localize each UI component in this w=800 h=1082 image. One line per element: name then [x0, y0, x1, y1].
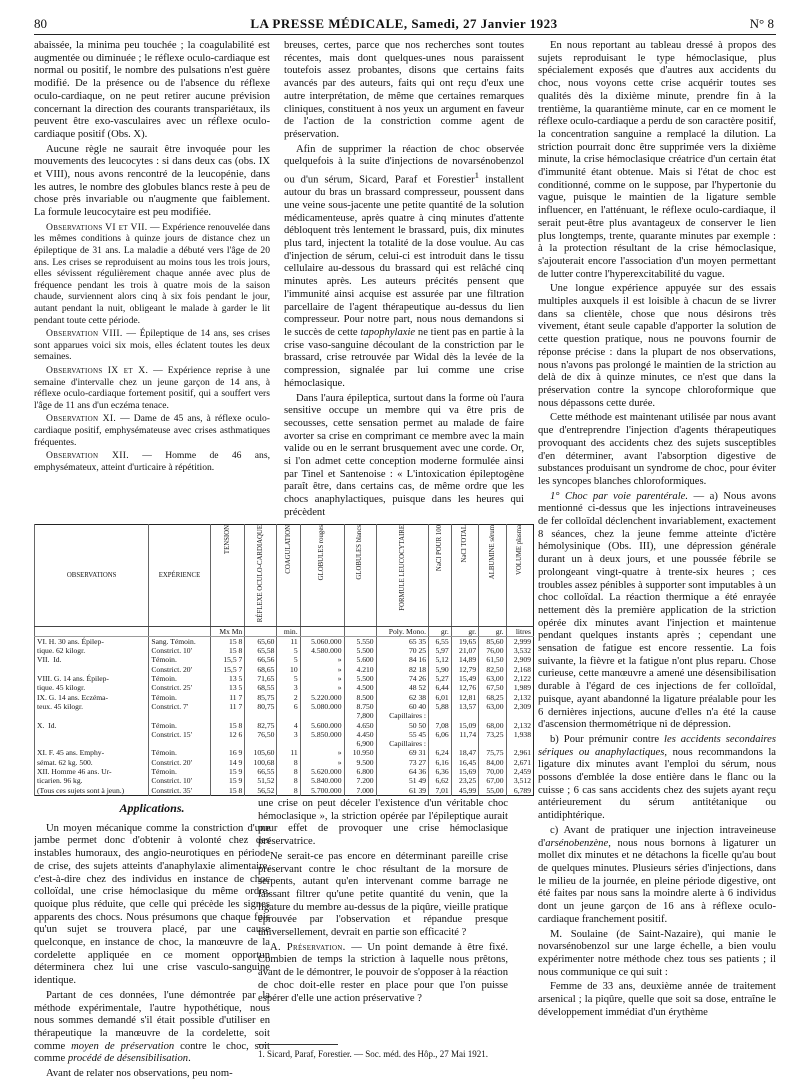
table-cell: » [300, 758, 344, 767]
table-cell: 4 [277, 721, 300, 730]
table-cell: 82,50 [479, 665, 506, 674]
table-cell: 84,00 [479, 758, 506, 767]
table-cell: 5.550 [344, 636, 376, 646]
running-header [34, 10, 774, 32]
table-cell: Constrict. 15' [149, 730, 210, 739]
table-cell: 2,459 [506, 767, 533, 776]
table-header: EXPÉRIENCE [149, 525, 210, 627]
table-row [35, 739, 534, 748]
paragraph: En nous reportant au tableau dressé à propos des sujets reproduisant le type hémoclasique, plus spécialement exposés que d'autres aux accidents du choc, nous voyons cette crise acquérir toutes ses qualités dès la dixième minute, prendre fin à la trentième, la quarantième minute, car en ce moment le réflexe oculo-cardiaque a perdu de son caractère positif, la concentration sanguine a remplacé la dilution. La striction pourrait donc être supprimée vers la dixième minute, la crise hémoclasique créatrice d'un certain état d'immunité étant obtenue. Mais si l'état de choc est conditionné, comme on le suppose, par l'hypertonie du vague, puisque le maintien de la ligature semble influencer, en l'atténuant, le réflexe oculo-cardiaque, il serait peut-être plus avantageux de conserver le lien plus longtemps, trente, quarante minutes par exemple : à la protection résultant de la crise hémoclasique, s'ajouterait encore l'association d'un moyen permettant de lutter contre l'hyperexcitabilité du vague. [538, 40, 776, 280]
table-cell: 5,88 [429, 702, 452, 711]
table-cell: 6,16 [429, 758, 452, 767]
table-row [35, 646, 534, 655]
paragraph: Dans l'aura épileptica, surtout dans la forme où l'aura sensitive occupe un membre qui va être pris de secousses, cette sensation permet au malade de faire avorter sa crise en comprimant ce membre avec la main valide ou en le serrant brusquement avec une corde. Or, si l'on admet cette conception moderne formulée ainsi par Tinel et Santenoise : « L'intoxication épileptogène paraît être, dans certains cas, de même ordre que les chocs anaphylactiques, puisque dans les heures qui précèdent [284, 392, 524, 518]
paragraph: Ne serait-ce pas encore en déterminant pareille crise préservant contre le choc résultant de la morsure de serpents, autant qu'en intervenant comme barrage ne laissant filtrer qu'une petite quantité du venin, que la ligature du membre au-dessus de la piqûre, vieille pratique éprouvée par l'observation et répandue presque universellement, devrait en partie son efficacité ? [258, 850, 508, 939]
table-cell: 4.580.000 [300, 646, 344, 655]
table-header: FORMULE LEUCOCYTAIRE [376, 525, 428, 627]
table-cell: 80,75 [245, 702, 277, 711]
table-cell: 4.650 [344, 721, 376, 730]
paragraph: abaissée, la minima peu touchée ; la coagulabilité est augmentée ou diminuée ; le réflexe oculo-cardiaque est normal ou positif, le nombre des pulsations n'est guère modifié. De la présence ou de l'absence du réflexe oculo-cardiaque, on ne peut retirer aucune prévision concernant la direction des courants transpariétaux, ils peuvent être exo-vasculaires avec un réflexe oculo-cardiaque positif (Obs. X). [34, 40, 270, 140]
table-cell: 6,44 [429, 683, 452, 692]
table-cell: 6,55 [429, 636, 452, 646]
table-cell: 70,00 [479, 767, 506, 776]
table-cell: 8.750 [344, 702, 376, 711]
table-row [35, 683, 534, 692]
table-cell: 11 7 [210, 693, 245, 702]
table-cell [277, 739, 300, 748]
table-cell [479, 711, 506, 720]
table-row [35, 636, 534, 646]
table-cell: 7,01 [429, 786, 452, 796]
table-header: GLOBULES rouges [300, 525, 344, 627]
table-cell: 5.500 [344, 646, 376, 655]
table-cell: 82,75 [245, 721, 277, 730]
table-cell: 14,89 [451, 655, 478, 664]
table-row [35, 693, 534, 702]
column-2-bottom [258, 798, 508, 1038]
table-cell: Constrict. 35' [149, 786, 210, 796]
table-cell: 5.600.000 [300, 721, 344, 730]
table-cell: 76,00 [479, 646, 506, 655]
paragraph: A. Préservation. — Un point demande à être fixé. Combien de temps la striction à laquelle nous prêtons, avant de le démontrer, le pouvoir de s'opposer à la réaction de choc doit-elle rester en place pour que l'on puisse espérer d'elle une action préservative ? [258, 941, 508, 1004]
table-cell: 11 [277, 636, 300, 646]
paragraph: Avant de relater nos observations, peu nom- [46, 1068, 233, 1080]
table-cell: » [300, 674, 344, 683]
table-cell: 105,60 [245, 748, 277, 757]
table-cell: 5 [277, 674, 300, 683]
table-cell: 2,168 [506, 665, 533, 674]
footnote: 1. Sicard, Paraf, Forestier. — Soc. méd. des Hôp., 27 Mai 1921. [258, 1049, 488, 1059]
table-cell: Poly. Mono. [376, 626, 428, 636]
table-cell: 2,122 [506, 674, 533, 683]
table-cell: 12,76 [451, 683, 478, 692]
table-cell: 5.840.000 [300, 776, 344, 785]
table-cell: 6,789 [506, 786, 533, 796]
table-cell: 68,65 [245, 665, 277, 674]
table-row [35, 702, 534, 711]
table-cell: 64 36 [376, 767, 428, 776]
table-cell: 8 [277, 758, 300, 767]
table-cell: tique. 62 kilogr. [35, 646, 149, 655]
table-cell: VI. H. 30 ans. Épilep- [35, 636, 149, 646]
table-cell: 1,989 [506, 683, 533, 692]
table-cell: 68,55 [245, 683, 277, 692]
table-cell [149, 626, 210, 636]
table-cell: 70 25 [376, 646, 428, 655]
paragraph: b) Pour prémunir contre les accidents secondaires sériques ou anaphylactiques, nous recommandons la ligature dix minutes avant l'emploi du sérum, nous possons d'emblée la dose entière dans le flanc ou la cuisse ; 6 cas sans accidents chez des sujets ayant reçu antérieurement du sérum antitétanique ou antidiphtérique. [538, 733, 776, 822]
table-cell: 12,81 [451, 693, 478, 702]
table-cell: 7,800 [344, 711, 376, 720]
table-cell: 85,75 [245, 693, 277, 702]
table-cell: 2,961 [506, 748, 533, 757]
table-cell: 65,60 [245, 636, 277, 646]
column-2-top [284, 40, 524, 520]
table-cell [300, 739, 344, 748]
table-row [35, 655, 534, 664]
table-cell: Constrict. 7' [149, 702, 210, 711]
table-cell: 6 [277, 702, 300, 711]
table-cell: 15,49 [451, 674, 478, 683]
paragraph: breuses, certes, parce que nos recherches sont toutes récentes, mais dont quelques-unes nous paraissent toutefois assez probantes, disons que certains faits avancés par des auteurs, faits qui ont reçu d'eux une autre interprétation, de même que certaines remarques cliniques, constituent à nos yeux un argument en faveur de l'action de la constriction comme agent de préservation. [284, 40, 524, 140]
table-cell: 82 18 [376, 665, 428, 674]
table-cell: 2 [277, 693, 300, 702]
table-cell: VII. Id. [35, 655, 149, 664]
table-cell: 5 [277, 655, 300, 664]
table-cell [506, 711, 533, 720]
table-cell: 13,57 [451, 702, 478, 711]
table-cell: 55,00 [479, 786, 506, 796]
table-cell: 55 45 [376, 730, 428, 739]
table-cell: min. [277, 626, 300, 636]
table-cell: 12,79 [451, 665, 478, 674]
table-cell: Constrict. 20' [149, 665, 210, 674]
paragraph: Une longue expérience appuyée sur des essais multiples auxquels il est loisible à chacun de se livrer dans sa clientèle, chose que nous désirons très vivement, étant seule capable d'apporter la solution de cette question pratique, nous ne pouvons fournir de réponse précise : dans la plupart de nos observations, nous n'avons pas prolongé le maintien de la striction au delà de dix à quinze minutes, ce n'est que dans la préservation contre la syncope chloroformique que nous dépassons cette durée. [538, 283, 776, 409]
table-header: COAGULATION [277, 525, 300, 627]
table-cell: Témoin. [149, 721, 210, 730]
table-cell: 15,5 7 [210, 655, 245, 664]
table-cell [210, 739, 245, 748]
table-cell: litres [506, 626, 533, 636]
table-cell: 4.450 [344, 730, 376, 739]
table-cell: » [300, 655, 344, 664]
header-rule [34, 34, 776, 35]
table-cell: 15 8 [210, 636, 245, 646]
table-cell: 16,45 [451, 758, 478, 767]
table-row [35, 767, 534, 776]
table-row [35, 674, 534, 683]
table-cell: 2,309 [506, 702, 533, 711]
table-cell: 5.600 [344, 655, 376, 664]
table-cell: 2,999 [506, 636, 533, 646]
table-cell: 6,36 [429, 767, 452, 776]
observation-xii: Observation XII. — Homme de 46 ans, emphysémateux, atteint d'urticaire à répétition. [34, 450, 270, 473]
table-cell: tique. 45 kilogr. [35, 683, 149, 692]
table-cell: 5.080.000 [300, 702, 344, 711]
table-cell: 71,65 [245, 674, 277, 683]
table-cell: 10 [277, 665, 300, 674]
table-cell: 67,50 [479, 683, 506, 692]
table-cell: 4.210 [344, 665, 376, 674]
table-header: RÉFLEXE OCULO-CARDIAQUE [245, 525, 277, 627]
table-cell: 13 5 [210, 683, 245, 692]
table-cell [149, 739, 210, 748]
table-header: VOLUME plasma [506, 525, 533, 627]
table-cell: XI. F. 45 ans. Emphy- [35, 748, 149, 757]
table-cell: 11 [277, 748, 300, 757]
table-cell: 6.800 [344, 767, 376, 776]
table-cell: 11 7 [210, 702, 245, 711]
table-cell: Capillaires : [376, 739, 428, 748]
table-cell: 5.850.000 [300, 730, 344, 739]
table-cell: 2,132 [506, 693, 533, 702]
table-row [35, 786, 534, 796]
table-row [35, 721, 534, 730]
table-cell: 15 9 [210, 767, 245, 776]
table-cell: 5,97 [429, 646, 452, 655]
table-cell: 10.950 [344, 748, 376, 757]
table-cell: 84 16 [376, 655, 428, 664]
table-cell: 8 [277, 786, 300, 796]
table-cell: Constrict. 20' [149, 758, 210, 767]
table-cell: 8.500 [344, 693, 376, 702]
table-cell: 5,90 [429, 665, 452, 674]
table-cell: » [300, 683, 344, 692]
table-cell: 5,27 [429, 674, 452, 683]
table-cell: 3,532 [506, 646, 533, 655]
table-cell: 45,99 [451, 786, 478, 796]
table-cell: gr. [429, 626, 452, 636]
paragraph: M. Soulaine (de Saint-Nazaire), qui manie le novarsénobenzol sur une large échelle, a bien voulu expérimenter notre méthode chez tous ses patients ; il nous communique ce qui suit : [538, 928, 776, 978]
observation-xi: Observation XI. — Dame de 45 ans, à réflexe oculo-cardiaque positif, emphysémateuse avec crises asthmatiques fréquentes. [34, 413, 270, 448]
table-cell [479, 739, 506, 748]
paragraph: 1° Choc par voie parentérale. — a) Nous avons mentionné ci-dessus que les injections intraveineuses de fer colloïdal déclenchent invariablement, exactement 8 séances, chez la jeune femme atteinte d'ictère hémolysinique (Obs. III), une dépression générale durant un à deux jours, et une poussée fébrile se prolongeant vingt-quatre à trente-six heures ; ces troubles assez pénibles à supporter sont imputables à un choc colloïdal. La réaction thermique a été enrayée nettement dès la première application de la striction opérée dix minutes avant l'injection et maintenue pendant quelques instants après ; cependant une sensation de fatigue est encore ressentie. La fois suivante, la fièvre et la fatigue n'ont plus reparu. Chose curieuse, cette manœuvre a amené une désensibilisation durable à l'égard de ces injections de fer colloïdal, puisque, ayant abandonné la ligature préalable pour les 6 dernières injections, aucune d'elles n'a été la cause d'ascension thermométrique ni de dépression. [538, 490, 776, 731]
issue-number: N° 8 [749, 16, 774, 31]
table-header: OBSERVATIONS [35, 525, 149, 627]
table-cell: 60 40 [376, 702, 428, 711]
table-cell [35, 626, 149, 636]
table-cell: 5 [277, 646, 300, 655]
table-cell: 23,25 [451, 776, 478, 785]
table-cell: Constrict. 10' [149, 776, 210, 785]
observation-viii: Observation VIII. — Épileptique de 14 ans, ses crises sont apparues voici six mois, elles éclatent toutes les deux semaines. [34, 328, 270, 363]
table-row [35, 748, 534, 757]
table-cell [210, 711, 245, 720]
table-cell: 5.500 [344, 674, 376, 683]
table-cell: XII. Homme 46 ans. Ur- [35, 767, 149, 776]
table-row [35, 711, 534, 720]
table-header: NaCl POUR 100 [429, 525, 452, 627]
table-cell [429, 711, 452, 720]
table-cell: 85,60 [479, 636, 506, 646]
observations-table [34, 524, 534, 796]
paragraph: Cette méthode est maintenant utilisée par nous avant que d'entreprendre l'injection d'agents thérapeutiques provoquant des accidents chez des sujets susceptibles d'en déterminer, avant l'absorption digestive de substances produisant un syndrome de choc, pour éviter les syncopes blanches chloroformiques. [538, 412, 776, 487]
table-cell: 66,55 [245, 767, 277, 776]
table-cell: Témoin. [149, 748, 210, 757]
table-row [35, 665, 534, 674]
table-cell: 2,671 [506, 758, 533, 767]
table-cell: 68,25 [479, 693, 506, 702]
table-cell: 66,56 [245, 655, 277, 664]
paragraph: Femme de 33 ans, deuxième année de traitement arsenical ; la piqûre, quelle que soit sa dose, entraîne le développement immédiat d'un érythème [538, 981, 776, 1018]
table-cell: 74 26 [376, 674, 428, 683]
table-cell: 67,00 [479, 776, 506, 785]
column-1-top [34, 40, 270, 520]
paragraph: une crise on peut déceler l'existence d'un véritable choc hémoclasique », la striction opérée par l'épileptique aurait pour effet de provoquer une crise hémoclasique préservatrice. [258, 798, 508, 848]
table-units-row [35, 626, 534, 636]
table-cell: 1,938 [506, 730, 533, 739]
table-cell [245, 739, 277, 748]
table-cell: Capillaires : [376, 711, 428, 720]
table-cell: 65,58 [245, 646, 277, 655]
table-cell: 75,75 [479, 748, 506, 757]
table-cell [245, 711, 277, 720]
table-cell: X. Id. [35, 721, 149, 730]
table-cell [245, 626, 277, 636]
table-cell [344, 626, 376, 636]
table-cell: VIII. G. 14 ans. Épilep- [35, 674, 149, 683]
table-cell: 15 8 [210, 786, 245, 796]
table-cell: 62 38 [376, 693, 428, 702]
table-cell: Constrict. 10' [149, 646, 210, 655]
table-cell: 7.000 [344, 786, 376, 796]
table-row [35, 776, 534, 785]
table-cell: Mx Mn [210, 626, 245, 636]
table-cell: 56,52 [245, 786, 277, 796]
table-cell: 15,69 [451, 767, 478, 776]
table-cell [277, 711, 300, 720]
table-cell: 5,12 [429, 655, 452, 664]
table-cell [506, 739, 533, 748]
table-cell: 68,00 [479, 721, 506, 730]
table-cell [451, 739, 478, 748]
table-cell: 19,65 [451, 636, 478, 646]
table-cell: Témoin. [149, 767, 210, 776]
column-3 [538, 40, 776, 1080]
table-cell [35, 665, 149, 674]
table-cell [451, 711, 478, 720]
table-cell: 5.620.000 [300, 767, 344, 776]
table-cell: 3 [277, 730, 300, 739]
table-header: ALBUMINE sérum [479, 525, 506, 627]
table-cell: sémat. 62 kg. 500. [35, 758, 149, 767]
table-cell: 6,62 [429, 776, 452, 785]
table-cell: 6,24 [429, 748, 452, 757]
table-cell: 16 9 [210, 748, 245, 757]
table-cell: 6,01 [429, 693, 452, 702]
table-cell: 6,900 [344, 739, 376, 748]
table-cell: 61 39 [376, 786, 428, 796]
table-cell: 8 [277, 767, 300, 776]
table-cell: 3 [277, 683, 300, 692]
table-cell: (Tous ces sujets sont à jeun.) [35, 786, 149, 796]
table-cell: 4.500 [344, 683, 376, 692]
table-header: GLOBULES blancs [344, 525, 376, 627]
table-cell: 51 49 [376, 776, 428, 785]
paragraph: c) Avant de pratiquer une injection intraveineuse d'arsénobenzène, nous nous bornons à ligaturer un mollet dix minutes et ne détachons la ficelle qu'au bout de quelques minutes. Plusieurs séries d'injections, dans le milieu de la journée, en pleine période digestive, ont été faites par nous sans la moindre alerte à 6 individus dont un jeune garçon de 16 ans à réflexe oculo-cardiaque franchement positif. [538, 824, 776, 925]
table-cell [300, 626, 344, 636]
table-header: TENSION [210, 525, 245, 627]
page-number: 80 [34, 16, 47, 31]
table-cell: 11,74 [451, 730, 478, 739]
table-row [35, 758, 534, 767]
running-title: LA PRESSE MÉDICALE, Samedi, 27 Janvier 1923 [250, 16, 558, 31]
table-cell [35, 711, 149, 720]
table-cell: 2,909 [506, 655, 533, 664]
table-cell: 13 5 [210, 674, 245, 683]
table-cell: » [300, 748, 344, 757]
table-cell: 63,00 [479, 702, 506, 711]
table-cell: 73,25 [479, 730, 506, 739]
paragraph: Afin de supprimer la réaction de choc observée quelquefois à la suite d'injections de novarsénobenzol ou d'un sérum, Sicard, Paraf et Forestier$^1$ installent autour du bras un brassard compresseur, poussent dans une veine sous-jacente une petite quantité de la solution médicamenteuse, après quatre à cinq minutes d'attente débloquent très lentement le brassard, puis, dix minutes plus tard, injectent la totalité de la dose voulue. Au cas d'injection de sérum, celui-ci est introduit dans le tissu cellulaire au-dessous du brassard qui est relâché cinq minutes après. Les auteurs précités pensent que l'immunité ainsi acquise est assurée par une filtration parcellaire de l'agent thérapeutique au-dessus du lien compresseur. Pour notre part, nous nous demandons si le succès de cette tapophylaxie ne tient pas en partie à la crise vaso-sanguine découlant de la constriction par le brassard, crise retrouvée par Widal dès la levée de la compression, signalée par lui comme une crise hémoclasique. [284, 143, 524, 389]
table-cell: gr. [451, 626, 478, 636]
table-cell: 15 9 [210, 776, 245, 785]
table-cell: 7.200 [344, 776, 376, 785]
table-cell [429, 739, 452, 748]
table-cell: Sang. Témoin. [149, 636, 210, 646]
table-cell: ticarien. 96 kg. [35, 776, 149, 785]
table-cell: 63,00 [479, 674, 506, 683]
table-cell: 15,5 7 [210, 665, 245, 674]
table-row [35, 730, 534, 739]
table-cell: 73 27 [376, 758, 428, 767]
table-cell: 2,132 [506, 721, 533, 730]
table-cell: teux. 45 kilogr. [35, 702, 149, 711]
table-cell: Témoin. [149, 693, 210, 702]
table-cell: 100,68 [245, 758, 277, 767]
table-cell [35, 730, 149, 739]
table-cell: Témoin. [149, 674, 210, 683]
table-cell: 15 8 [210, 721, 245, 730]
table-cell: 65 35 [376, 636, 428, 646]
paragraph: Aucune règle ne saurait être invoquée pour les mouvements des leucocytes : si dans deux cas (obs. IX et VIII), nous avons rencontré de la leucopénie, dans les autres, le nombre des globules blancs reste à peu de chose près invariable ou n'augmente que faiblement. La formule leucocytaire est peu modifiée. [34, 143, 270, 219]
table-cell: IX. G. 14 ans. Eczéma- [35, 693, 149, 702]
table-cell: 5.700.000 [300, 786, 344, 796]
table-cell: 48 52 [376, 683, 428, 692]
table-cell: 9.500 [344, 758, 376, 767]
table-cell: 69 31 [376, 748, 428, 757]
table-cell [149, 711, 210, 720]
table-cell: 51,52 [245, 776, 277, 785]
section-heading-applications: Applications. [119, 801, 185, 815]
table-cell: 50 50 [376, 721, 428, 730]
observation-ix-x: Observations IX et X. — Expérience reprise à une semaine d'intervalle chez un jeune garçon de 14 ans, à réflexe oculo-cardiaque fortement positif, qui a souffert vers l'âge de 11 ans d'un eczéma tenace. [34, 364, 270, 411]
table-cell: 14 9 [210, 758, 245, 767]
table-cell: 15,09 [451, 721, 478, 730]
table-cell: 12 6 [210, 730, 245, 739]
paragraph: Un moyen mécanique comme la constriction d'une jambe permet donc d'obtenir à volonté chez des instables humoraux, des angio-neurotiques en période de crise, des sujets atteints d'anaphylaxie alimentaire, c'est-à-dire chez des individus en instance de choc colloïdal, une crise hémoclasique du même ordre, quoique plus réduite, que celle qui précède les signes apparents des chocs. Nous présumons que chaque fois qu'un sujet se trouvera placé, par une cause quelconque, en instance de choc, la manœuvre de la cordelette appliquée en ce moment opportun déterminera chez lui une crise vasculo-sanguine identique. [34, 822, 270, 987]
table-cell: 5.220.000 [300, 693, 344, 702]
table-cell: gr. [479, 626, 506, 636]
table-cell: 18,47 [451, 748, 478, 757]
table-cell: 76,50 [245, 730, 277, 739]
table-header: NaCl TOTAL [451, 525, 478, 627]
table-cell: » [300, 665, 344, 674]
table-cell: 3,512 [506, 776, 533, 785]
table-cell: 7,08 [429, 721, 452, 730]
observation-vi-vii: Observations VI et VII. — Expérience renouvelée dans les mêmes conditions à quinze jours de distance chez un épileptique de 31 ans. La maladie a débuté vers l'âge de 20 ans. Les crises se reproduisent au moins tous les trois jours, elles sévissent régulièrement chaque année avec plus de fréquence pendant les trois à quatre mois de la saison chaude, surviennent alors cinq à six fois pendant le jour, autant pendant la nuit, obligeant le malade à garder le lit pendant toute cette période. [34, 221, 270, 326]
table-cell: 8 [277, 776, 300, 785]
table-cell: Constrict. 25' [149, 683, 210, 692]
table-cell: 5.060.000 [300, 636, 344, 646]
table-cell: 21,07 [451, 646, 478, 655]
table-cell [35, 739, 149, 748]
footnote-rule [258, 1044, 338, 1045]
table-cell: 61,50 [479, 655, 506, 664]
column-1-bottom [34, 798, 270, 1080]
table-cell [300, 711, 344, 720]
table-cell: 15 8 [210, 646, 245, 655]
table-cell: Témoin. [149, 655, 210, 664]
paragraph: Partant de ces données, l'une démontrée par la méthode expérimentale, l'autre hypothétique, nous nous sommes demandé s'il était possible d'utiliser en thérapeutique la manœuvre de la cordelette, soit comme moyen de préservation contre le choc, soit comme procédé de désensibilisation. [34, 989, 270, 1065]
table-cell: 6,06 [429, 730, 452, 739]
